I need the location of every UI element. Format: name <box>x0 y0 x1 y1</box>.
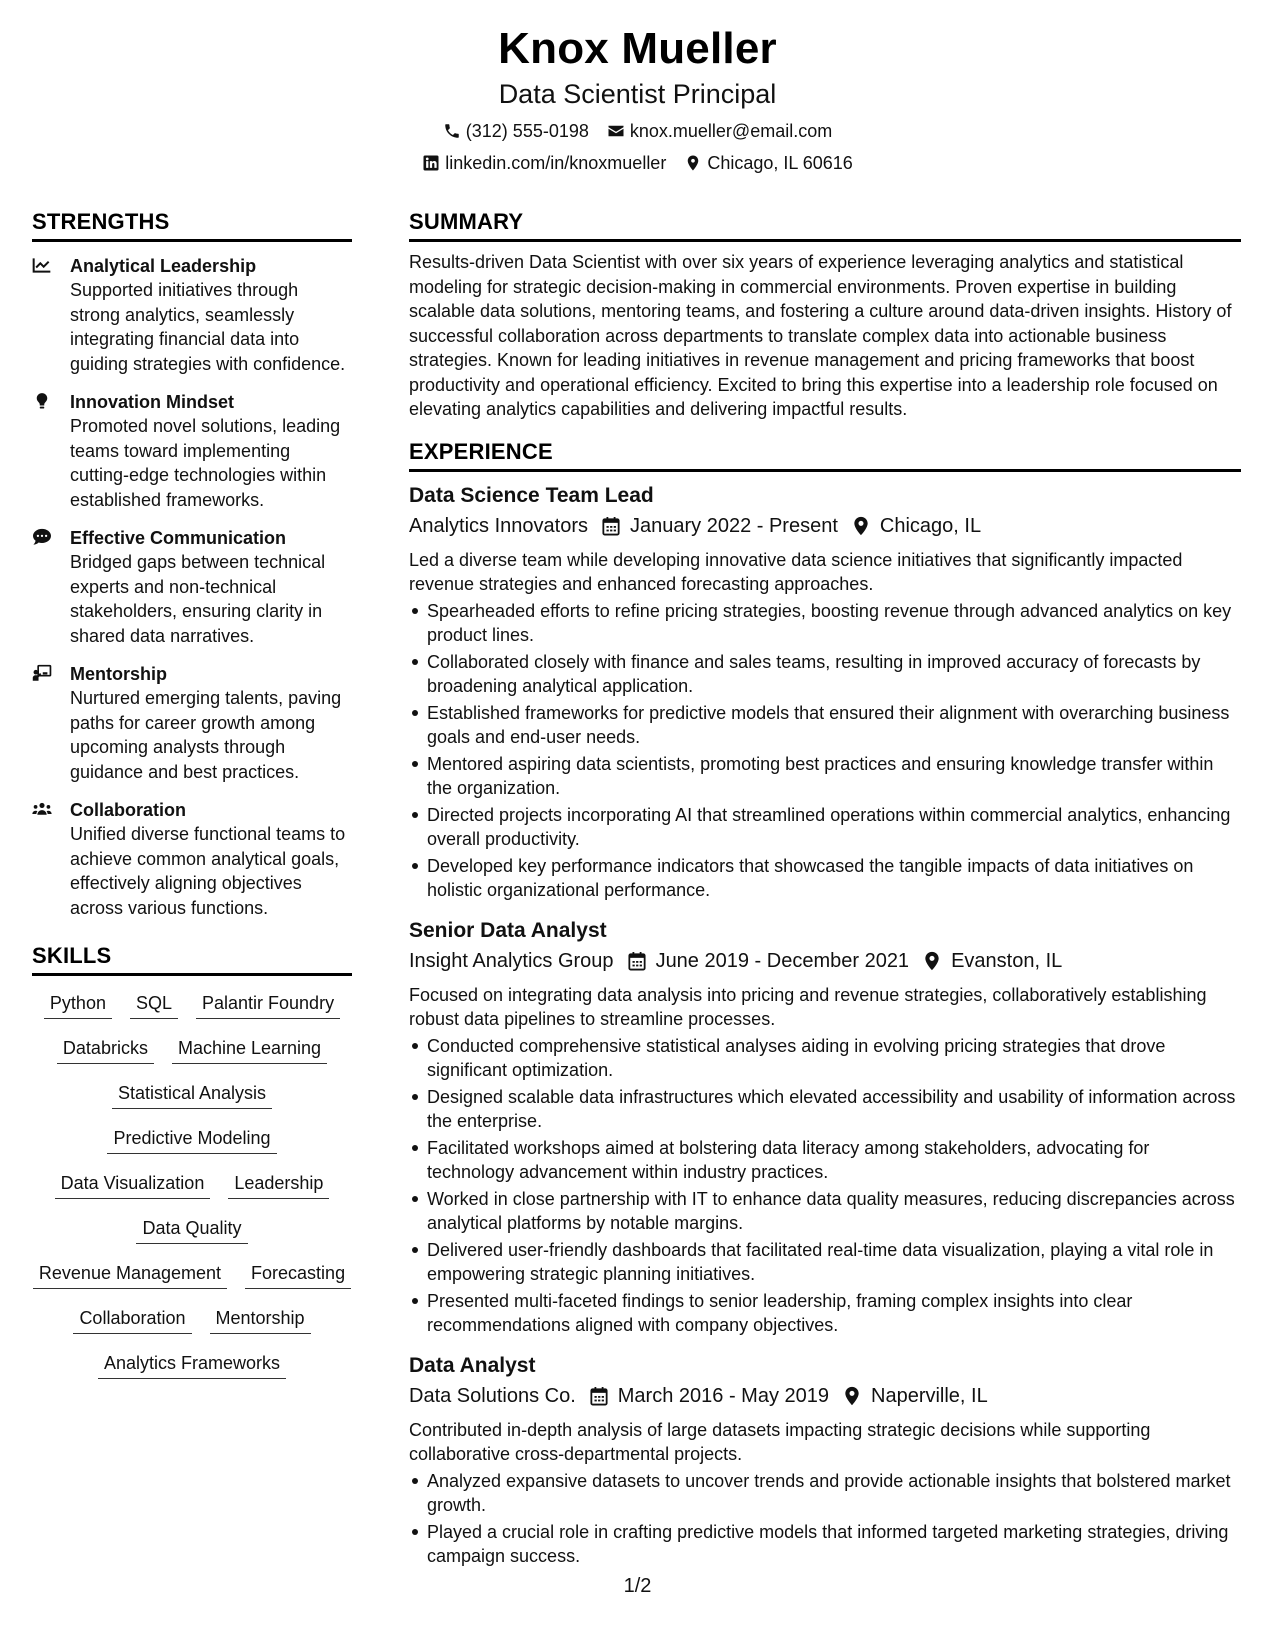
strength-desc: Nurtured emerging talents, paving paths for career growth among upcoming analysts through guidance and best practices. <box>70 688 342 782</box>
skill-row <box>107 1117 276 1162</box>
experience-heading: EXPERIENCE <box>409 438 1241 472</box>
job-meta <box>409 1382 1241 1410</box>
skill-row <box>73 1297 310 1342</box>
location-text: Chicago, IL 60616 <box>707 153 853 173</box>
job-description: Focused on integrating data analysis into pricing and revenue strategies, collaboratively establishing robust data pipelines to streamline processes. <box>409 984 1207 1029</box>
skill-tag: Leadership <box>228 1171 329 1199</box>
strength-title: Mentorship <box>70 664 167 684</box>
job-title: Data Science Team Lead <box>409 483 654 507</box>
job-company: Analytics Innovators <box>409 514 588 537</box>
phone-icon <box>443 122 461 140</box>
strengths-heading: STRENGTHS <box>32 208 352 242</box>
job-dates: January 2022 - Present <box>629 514 838 537</box>
job-bullet: Developed key performance indicators that showcased the tangible impacts of data initiatives on holistic organizational performance. <box>409 854 1241 903</box>
skill-tag: Data Visualization <box>55 1171 211 1199</box>
teacher-icon <box>32 664 52 682</box>
phone-text: (312) 555-0198 <box>465 121 589 141</box>
strength-desc: Unified diverse functional teams to achieve common analytical goals, effectively aligning objectives across various functions. <box>70 824 346 918</box>
envelope-icon <box>607 122 625 140</box>
job-bullet: Conducted comprehensive statistical analyses aiding in evolving pricing strategies that drove significant optimization. <box>409 1034 1241 1083</box>
job-bullet: Established frameworks for predictive models that ensured their alignment with overarching business goals and end-user needs. <box>409 701 1241 750</box>
job-bullet: Analyzed expansive datasets to uncover trends and provide actionable insights that bolstered market growth. <box>409 1469 1241 1518</box>
job-bullets <box>409 599 1241 903</box>
strength-desc: Promoted novel solutions, leading teams toward implementing cutting-edge technologies within established frameworks. <box>70 416 341 510</box>
strength-desc: Bridged gaps between technical experts and non-technical stakeholders, ensuring clarity in shared data narratives. <box>70 552 326 646</box>
candidate-title: Data Scientist Principal <box>498 79 777 109</box>
job-location: Naperville, IL <box>871 1384 988 1407</box>
skill-row <box>33 1252 351 1297</box>
strength-item <box>32 254 352 376</box>
job-bullet: Collaborated closely with finance and sales teams, resulting in improved accuracy of forecasts by broadening analytical application. <box>409 650 1241 699</box>
skills-heading: SKILLS <box>32 942 352 976</box>
contact-email[interactable] <box>607 120 832 142</box>
skill-tag: Machine Learning <box>172 1036 327 1064</box>
job-description: Contributed in-depth analysis of large datasets impacting strategic decisions while supporting collaborative cross-departmental projects. <box>409 1419 1151 1464</box>
skill-tag: Predictive Modeling <box>107 1126 276 1154</box>
job-company: Data Solutions Co. <box>409 1384 576 1407</box>
skill-tag: Palantir Foundry <box>196 991 340 1019</box>
job-title: Senior Data Analyst <box>409 918 607 942</box>
job-meta <box>409 947 1241 975</box>
contact-location <box>684 152 852 174</box>
contact-row-2 <box>0 152 1275 174</box>
skill-tag: Databricks <box>57 1036 154 1064</box>
linkedin-icon <box>422 154 440 172</box>
job-entry <box>409 1352 1241 1569</box>
skill-row <box>57 1027 327 1072</box>
lightbulb-icon <box>32 392 52 410</box>
job-bullet: Worked in close partnership with IT to enhance data quality measures, reducing discrepancies across analytical platforms by notable margins. <box>409 1187 1241 1236</box>
map-pin-icon <box>852 516 870 536</box>
job-bullet: Spearheaded efforts to refine pricing strategies, boosting revenue through advanced analytics on key product lines. <box>409 599 1241 648</box>
strength-title: Innovation Mindset <box>70 392 234 412</box>
email-text[interactable]: knox.mueller@email.com <box>629 121 833 141</box>
summary-heading: SUMMARY <box>409 208 1241 242</box>
skill-tag: SQL <box>130 991 178 1019</box>
job-bullet: Presented multi-faceted findings to senior leadership, framing complex insights into clear recommendations aligned with company objectives. <box>409 1289 1241 1338</box>
job-dates: March 2016 - May 2019 <box>617 1384 829 1407</box>
job-bullet: Designed scalable data infrastructures which elevated accessibility and usability of information across the enterprise. <box>409 1085 1241 1134</box>
contact-linkedin[interactable] <box>422 152 666 174</box>
left-column <box>32 208 352 1387</box>
job-bullet: Played a crucial role in crafting predictive models that informed targeted marketing strategies, driving campaign success. <box>409 1520 1241 1569</box>
job-title: Data Analyst <box>409 1353 536 1377</box>
skills-list <box>32 982 352 1387</box>
resume-header <box>0 20 1275 174</box>
strength-item <box>32 526 352 648</box>
summary-text: Results-driven Data Scientist with over six years of experience leveraging analytics and statistical modeling for strategic decision-making in commercial environments. Proven expertise in building scalable data solutions, mentoring teams, and fostering a culture around data-driven insights. History of successful collaboration across departments to translate complex data into actionable business strategies. Known for leading initiatives in revenue management and pricing frameworks that boost productivity and operational efficiency. Excited to bring this expertise into a leadership role focused on elevating analytics capabilities and delivering impactful results. <box>409 252 1232 419</box>
linkedin-text[interactable]: linkedin.com/in/knoxmueller <box>445 153 667 173</box>
job-bullet: Facilitated workshops aimed at bolstering data literacy among stakeholders, advocating for technology advancement within industry practices. <box>409 1136 1241 1185</box>
skill-tag: Statistical Analysis <box>112 1081 272 1109</box>
calendar-icon <box>590 1386 608 1406</box>
strength-title: Collaboration <box>70 800 186 820</box>
page-number: 1/2 <box>623 1575 652 1597</box>
strength-item <box>32 662 352 784</box>
job-entry <box>409 482 1241 903</box>
map-pin-icon <box>843 1386 861 1406</box>
strength-item <box>32 390 352 512</box>
skill-row <box>112 1072 272 1117</box>
job-entry <box>409 917 1241 1338</box>
comment-icon <box>32 528 52 546</box>
job-bullet: Delivered user-friendly dashboards that facilitated real-time data visualization, playing a vital role in empowering strategic planning initiatives. <box>409 1238 1241 1287</box>
candidate-name: Knox Mueller <box>498 24 777 73</box>
skill-tag: Collaboration <box>73 1306 191 1334</box>
contact-phone <box>443 120 589 142</box>
calendar-icon <box>602 516 620 536</box>
map-pin-icon <box>923 951 941 971</box>
job-dates: June 2019 - December 2021 <box>655 949 910 972</box>
skill-row <box>136 1207 247 1252</box>
skill-tag: Forecasting <box>245 1261 351 1289</box>
skill-tag: Revenue Management <box>33 1261 227 1289</box>
skill-row <box>44 982 340 1027</box>
skill-tag: Analytics Frameworks <box>98 1351 286 1379</box>
users-icon <box>32 800 52 818</box>
job-bullets <box>409 1469 1241 1569</box>
job-bullets <box>409 1034 1241 1338</box>
chart-line-icon <box>32 256 52 274</box>
job-location: Chicago, IL <box>879 514 982 537</box>
skill-tag: Data Quality <box>136 1216 247 1244</box>
skill-row <box>55 1162 330 1207</box>
skills-section <box>32 942 352 1387</box>
job-bullet: Directed projects incorporating AI that streamlined operations within commercial analytics, enhancing overall productivity. <box>409 803 1241 852</box>
job-company: Insight Analytics Group <box>409 949 614 972</box>
calendar-icon <box>628 951 646 971</box>
job-bullet: Mentored aspiring data scientists, promoting best practices and ensuring knowledge transfer within the organization. <box>409 752 1241 801</box>
job-meta <box>409 512 1241 540</box>
skill-row <box>98 1342 286 1387</box>
map-pin-icon <box>684 154 702 172</box>
strength-desc: Supported initiatives through strong analytics, seamlessly integrating financial data into guiding strategies with confidence. <box>70 280 346 374</box>
strength-title: Effective Communication <box>70 528 287 548</box>
skill-tag: Mentorship <box>210 1306 311 1334</box>
strength-title: Analytical Leadership <box>70 256 257 276</box>
experience-section <box>409 438 1241 1569</box>
strength-item <box>32 798 352 920</box>
strengths-list <box>32 254 352 920</box>
job-location: Evanston, IL <box>951 949 1063 972</box>
job-description: Led a diverse team while developing innovative data science initiatives that significantly impacted revenue strategies and enhanced forecasting approaches. <box>409 549 1183 594</box>
skill-tag: Python <box>44 991 112 1019</box>
right-column <box>409 208 1241 1571</box>
contact-row-1 <box>0 120 1275 142</box>
